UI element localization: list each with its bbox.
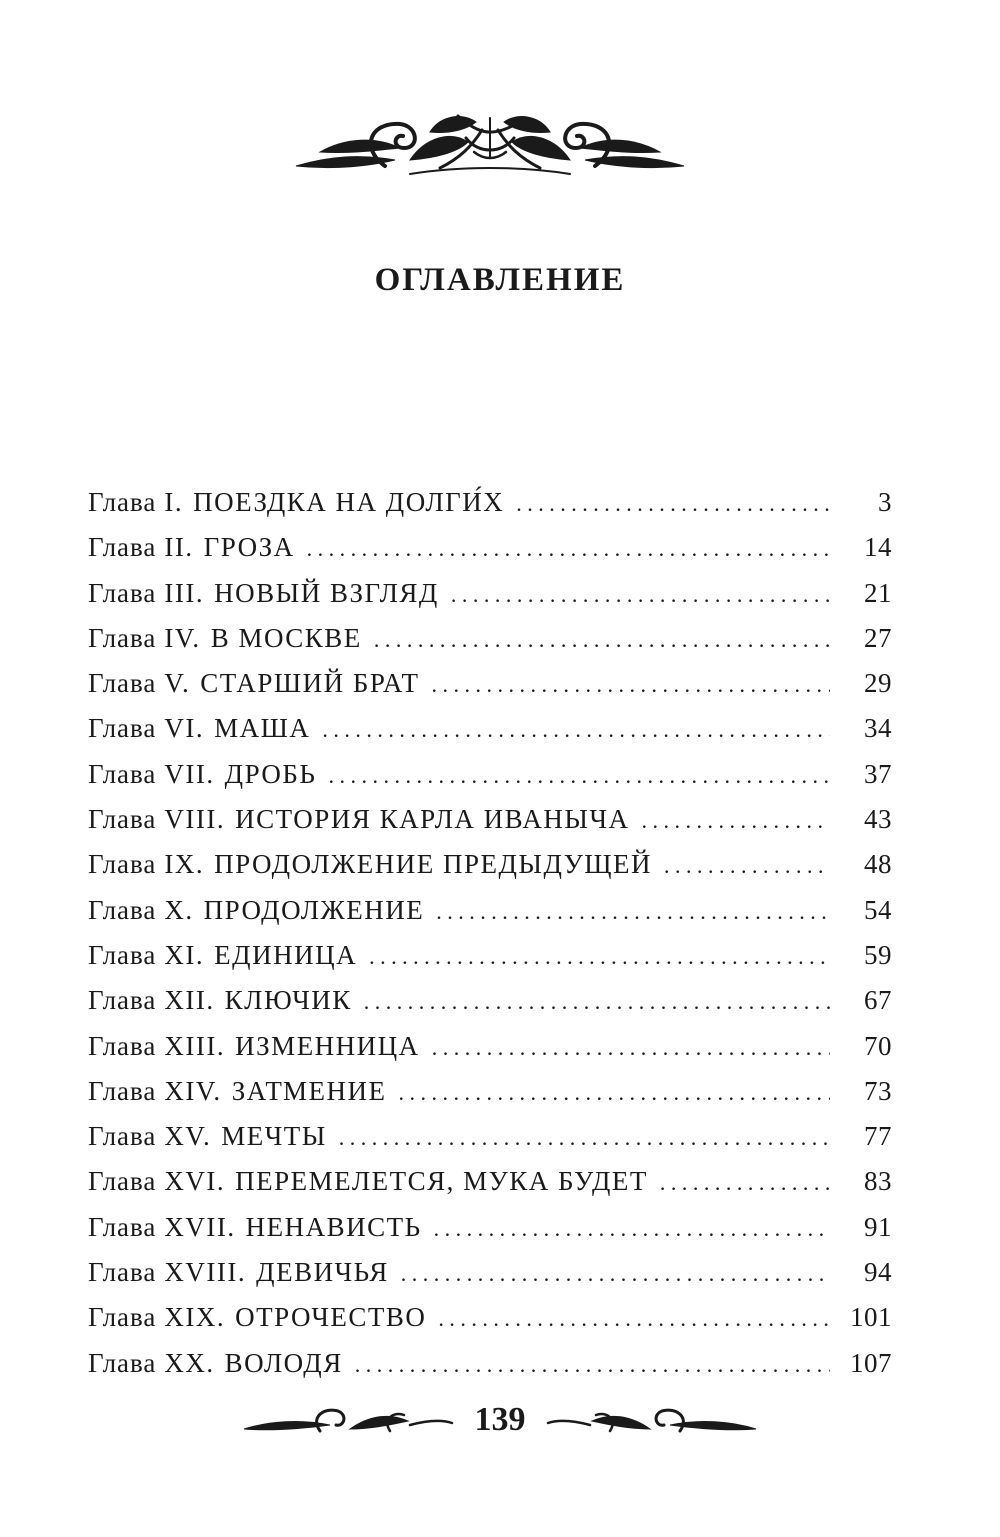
chapter-number: IX. <box>164 849 205 880</box>
chapter-page-number: 70 <box>864 1030 892 1061</box>
chapter-number: XVIII. <box>164 1257 247 1288</box>
chapter-number: XVI. <box>164 1166 226 1197</box>
chapter-number: XIII. <box>164 1030 226 1061</box>
chapter-page-number: 37 <box>864 758 892 789</box>
chapter-prefix: Глава <box>88 1030 157 1061</box>
chapter-number: IV. <box>164 622 201 653</box>
chapter-number: XX. <box>164 1347 215 1378</box>
dot-leader <box>436 889 830 934</box>
chapter-prefix: Глава <box>88 1121 157 1152</box>
chapter-title: В МОСКВЕ <box>210 622 362 653</box>
chapter-page-number: 83 <box>864 1166 892 1197</box>
chapter-prefix: Глава <box>88 1075 157 1106</box>
chapter-title: НОВЫЙ ВЗГЛЯД <box>214 577 439 608</box>
dot-leader <box>438 1296 830 1341</box>
chapter-number: VI. <box>164 713 205 744</box>
chapter-prefix: Глава <box>88 1211 157 1242</box>
chapter-prefix: Глава <box>88 1166 157 1197</box>
chapter-title: ДРОБЬ <box>224 758 317 789</box>
toc-entry <box>88 1024 892 1069</box>
dot-leader <box>516 481 830 526</box>
toc-entry <box>88 1205 892 1250</box>
chapter-title: МАША <box>214 713 311 744</box>
chapter-prefix: Глава <box>88 487 157 517</box>
chapter-number: VII. <box>164 758 215 789</box>
chapter-title: КЛЮЧИК <box>224 985 352 1016</box>
dot-leader <box>339 1115 830 1160</box>
chapter-number: XVII. <box>164 1211 236 1242</box>
chapter-prefix: Глава <box>88 577 157 608</box>
chapter-prefix: Глава <box>88 985 157 1016</box>
chapter-page-number: 107 <box>850 1347 892 1378</box>
dot-leader <box>642 798 830 843</box>
chapter-prefix: Глава <box>88 622 157 653</box>
chapter-number: XIV. <box>164 1075 222 1106</box>
toc-entry <box>88 797 892 842</box>
toc-entry <box>88 1159 892 1204</box>
chapter-prefix: Глава <box>88 894 157 925</box>
table-of-contents <box>88 480 892 1386</box>
chapter-title: ОТРОЧЕСТВО <box>235 1302 427 1333</box>
chapter-page-number: 77 <box>864 1121 892 1152</box>
dot-leader <box>374 617 830 662</box>
toc-entry <box>88 480 892 525</box>
chapter-title: СТАРШИЙ БРАТ <box>200 668 420 699</box>
toc-entry <box>88 978 892 1023</box>
chapter-page-number: 73 <box>864 1075 892 1106</box>
dot-leader <box>401 1251 830 1296</box>
chapter-page-number: 21 <box>864 577 892 608</box>
chapter-number: II. <box>164 532 194 563</box>
page-footer <box>240 1395 760 1451</box>
dot-leader <box>664 843 830 888</box>
toc-entry <box>88 525 892 570</box>
chapter-number: XV. <box>164 1121 212 1152</box>
toc-entry <box>88 1069 892 1114</box>
toc-entry <box>88 842 892 887</box>
chapter-title: ЗАТМЕНИЕ <box>231 1075 387 1106</box>
chapter-prefix: Глава <box>88 939 157 970</box>
toc-entry <box>88 933 892 978</box>
chapter-page-number: 101 <box>850 1302 892 1333</box>
chapter-title: ИСТОРИЯ КАРЛА ИВАНЫЧА <box>235 804 630 835</box>
chapter-title: ГРОЗА <box>203 532 295 563</box>
chapter-prefix: Глава <box>88 849 157 880</box>
toc-entry <box>88 752 892 797</box>
chapter-number: III. <box>164 577 205 608</box>
chapter-title: ВОЛОДЯ <box>224 1347 343 1378</box>
dot-leader <box>432 1025 830 1070</box>
chapter-page-number: 29 <box>864 668 892 699</box>
chapter-page-number: 59 <box>864 939 892 970</box>
chapter-prefix: Глава <box>88 713 157 744</box>
dot-leader <box>660 1160 830 1205</box>
floral-ornament-icon <box>290 108 690 184</box>
dot-leader <box>322 707 830 752</box>
toc-entry <box>88 571 892 616</box>
toc-entry <box>88 888 892 933</box>
chapter-prefix: Глава <box>88 532 157 563</box>
page-title: ОГЛАВЛЕНИЕ <box>374 262 626 299</box>
dot-leader <box>451 572 830 617</box>
chapter-prefix: Глава <box>88 1302 157 1333</box>
chapter-number: VIII. <box>164 804 226 835</box>
chapter-page-number: 48 <box>864 849 892 880</box>
chapter-title: ПЕРЕМЕЛЕТСЯ, МУКА БУДЕТ <box>235 1166 648 1197</box>
page-number: 139 <box>474 1401 526 1438</box>
chapter-page-number: 91 <box>864 1211 892 1242</box>
toc-entry <box>88 1295 892 1340</box>
dot-leader <box>398 1070 830 1115</box>
chapter-title: ДЕВИЧЬЯ <box>256 1257 389 1288</box>
dot-leader <box>364 979 830 1024</box>
chapter-page-number: 94 <box>864 1257 892 1288</box>
dot-leader <box>328 753 830 798</box>
dot-leader <box>434 1206 830 1251</box>
chapter-number: I. <box>164 487 184 517</box>
chapter-number: V. <box>164 668 191 699</box>
chapter-title: ЕДИНИЦА <box>214 939 358 970</box>
chapter-title: ПРОДОЛЖЕНИЕ ПРЕДЫДУЩЕЙ <box>214 849 653 880</box>
chapter-page-number: 34 <box>864 713 892 744</box>
chapter-number: XIX. <box>164 1302 226 1333</box>
chapter-page-number: 3 <box>878 487 892 517</box>
chapter-prefix: Глава <box>88 1257 157 1288</box>
chapter-page-number: 43 <box>864 804 892 835</box>
toc-entry <box>88 1341 892 1386</box>
chapter-prefix: Глава <box>88 1347 157 1378</box>
chapter-page-number: 14 <box>864 532 892 563</box>
dot-leader <box>307 526 830 571</box>
chapter-title: ПОЕЗДКА НА ДОЛГИ́Х <box>193 487 505 517</box>
toc-entry <box>88 706 892 751</box>
toc-entry <box>88 1114 892 1159</box>
chapter-title: НЕНАВИСТЬ <box>245 1211 422 1242</box>
chapter-title: ПРОДОЛЖЕНИЕ <box>203 894 425 925</box>
dot-leader <box>432 662 830 707</box>
dot-leader <box>369 934 830 979</box>
toc-entry <box>88 1250 892 1295</box>
chapter-number: X. <box>164 894 194 925</box>
chapter-title: МЕЧТЫ <box>221 1121 327 1152</box>
toc-entry <box>88 616 892 661</box>
chapter-number: XI. <box>164 939 205 970</box>
toc-entry <box>88 661 892 706</box>
dot-leader <box>355 1342 830 1387</box>
chapter-prefix: Глава <box>88 804 157 835</box>
chapter-page-number: 67 <box>864 985 892 1016</box>
chapter-page-number: 54 <box>864 894 892 925</box>
chapter-prefix: Глава <box>88 668 157 699</box>
chapter-page-number: 27 <box>864 622 892 653</box>
chapter-title: ИЗМЕННИЦА <box>235 1030 420 1061</box>
chapter-number: XII. <box>164 985 215 1016</box>
chapter-prefix: Глава <box>88 758 157 789</box>
